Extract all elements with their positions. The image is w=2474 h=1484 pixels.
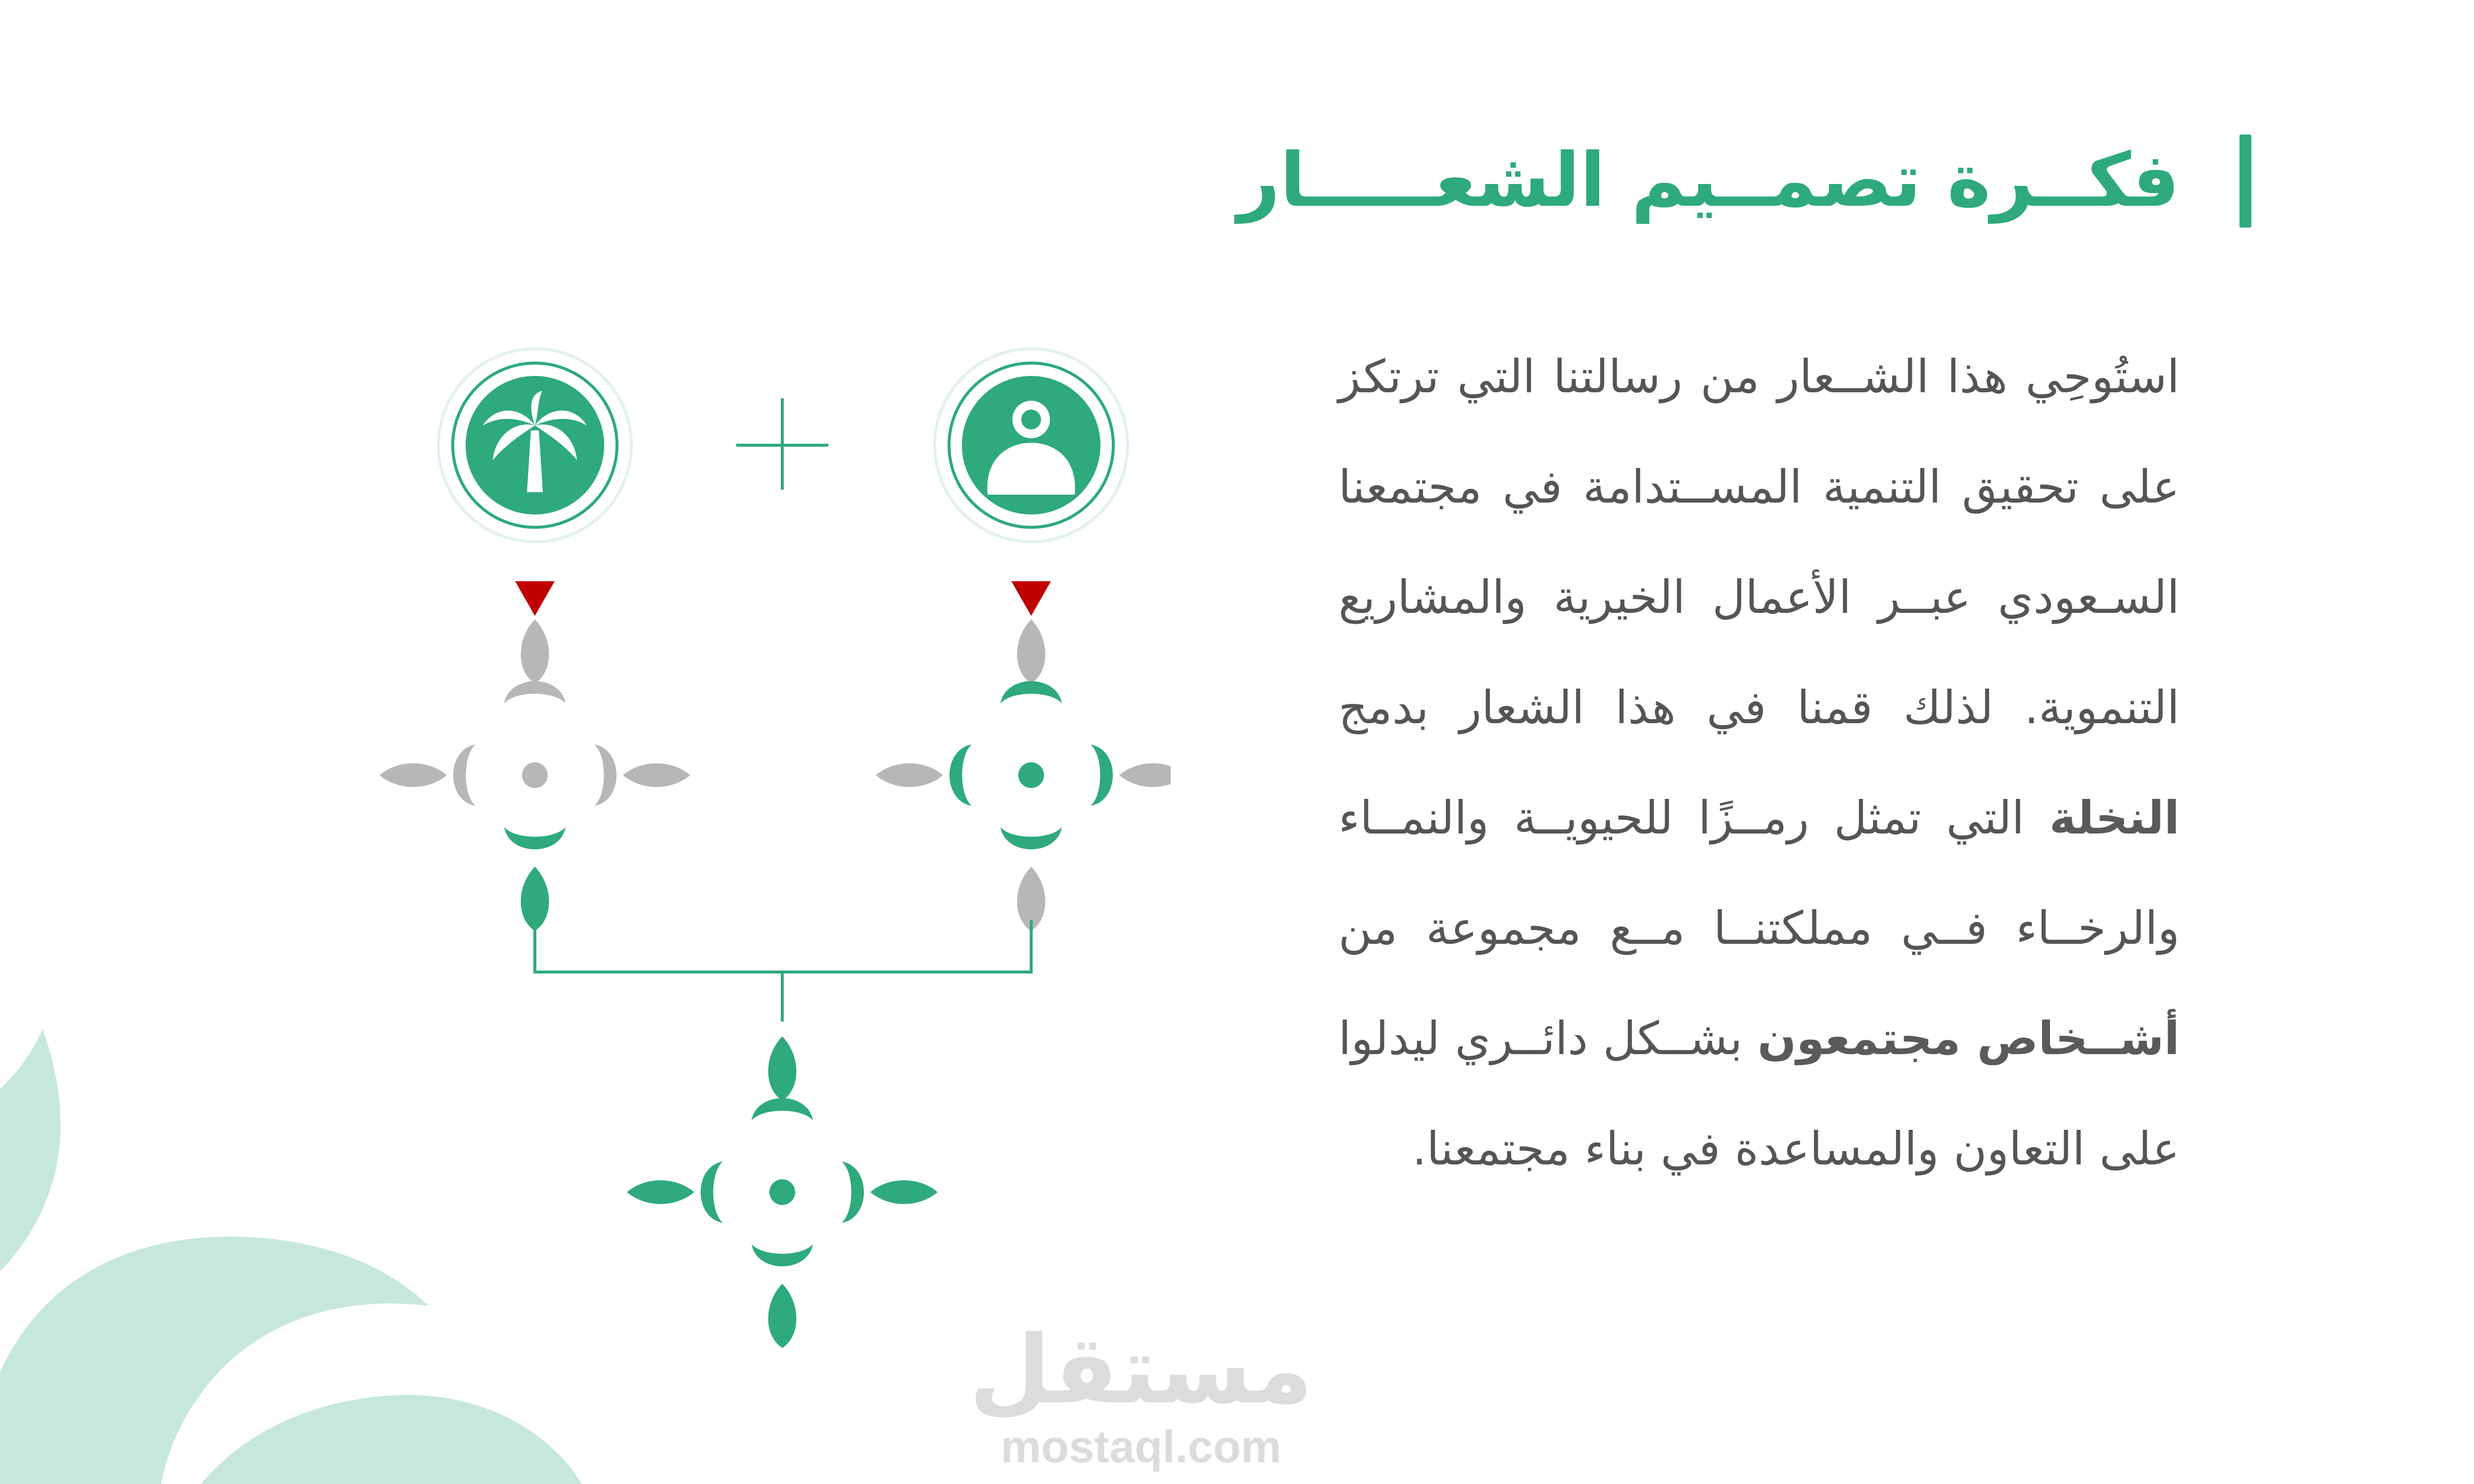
logo-mark-final [627,1036,938,1348]
description-part-1: استُوحِي هذا الشــعار من رسالتنا التي ترتكز على تحقيق التنمية المســتدامة في مجتمعنا السـعودي عبــر الأعمال الخيرية والمشاريع التنموية. لذلك قمنا في هذا الشعار بدمج [1338,350,2180,734]
highlight-palm: النخلة [2049,791,2180,844]
triangle-down-icon [515,581,555,616]
highlight-people: أشــخاص مجتمعون [1757,1012,2180,1065]
person-badge [935,349,1128,542]
triangle-down-icon [1011,581,1051,616]
logo-construction-diagram [0,0,1171,1484]
watermark-name: مستقل [969,1315,1313,1425]
merge-connector [535,920,1031,1021]
watermark-url: mostaql.com [1000,1422,1282,1472]
description-part-2: التي تمثل رمــزًا للحيويــة والنمــاء والرخــاء فــي مملكتنــا مــع مجموعة من [1338,791,2180,955]
page-title: فكــرة تصمــيم الشعـــــار [1237,138,2180,224]
watermark [938,1315,1344,1474]
description-part-3: بشــكل دائــري ليدلوا على التعاون والمساعدة في بناء مجتمعنا. [1338,1012,2180,1175]
palm-badge [438,349,631,542]
logo-mark-people-part [876,619,1171,931]
logo-mark-palm-part [380,619,690,931]
plus-icon [736,398,828,490]
description-paragraph [1338,322,2180,1204]
title-accent-bar [2239,135,2251,228]
